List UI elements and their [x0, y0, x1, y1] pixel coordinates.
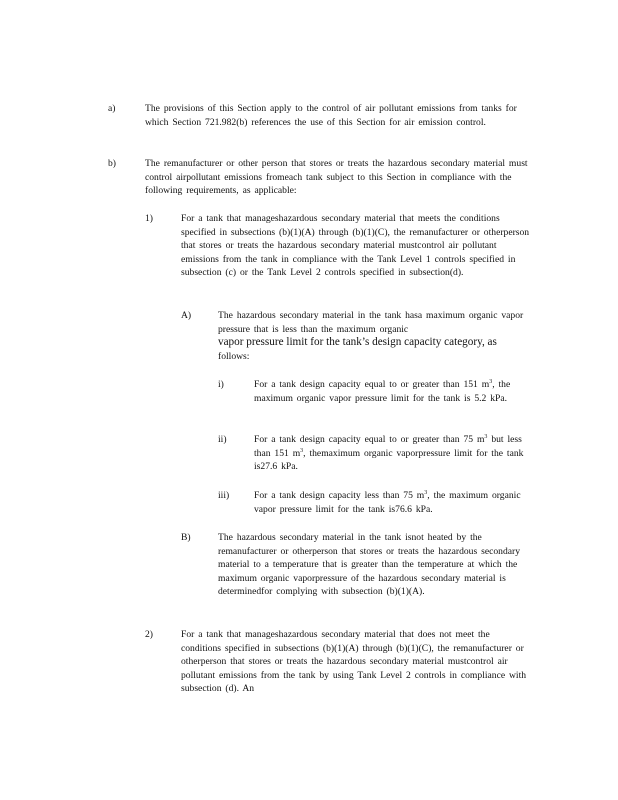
paragraph-b1Ai-text-post: , the maximum organic vapor pressure limit for the tank is 5.2 kPa. — [254, 379, 515, 404]
superscript-3-second: 3 — [300, 447, 304, 454]
paragraph-b1A-label: A) — [181, 310, 192, 321]
paragraph-a-text: The provisions of this Section apply to the control of air pollutant emissions from tanks for which Section 721.982(b) references the use of this Section for air emission control. — [145, 103, 521, 128]
paragraph-b1Aiii-text-pre: For a tank design capacity less than 75 m — [254, 490, 425, 501]
paragraph-b1Aii-text-pre: For a tank design capacity equal to or greater than 75 m — [254, 434, 485, 445]
paragraph-b-text: The remanufacturer or other person that stores or treats the hazardous secondary material must control airpollutant emissions fromeach tank subject to this Section in compliance with the following requirements, as applicable: — [145, 158, 532, 197]
superscript-3: 3 — [424, 490, 428, 496]
paragraph-b1A-text-part3: follows: — [218, 350, 250, 362]
paragraph-b1Aiii-label: iii) — [218, 490, 230, 501]
paragraph-a-label: a) — [108, 103, 116, 114]
paragraph-b1B-label: B) — [181, 532, 191, 543]
paragraph-b1-label: 1) — [145, 213, 153, 224]
paragraph-b1Ai-text-pre: For a tank design capacity equal to or greater than 151 m — [254, 379, 490, 390]
paragraph-b1Aiii-text-post: , the maximum organic vapor pressure limit for the tank is76.6 kPa. — [254, 490, 525, 515]
paragraph-b2-label: 2) — [145, 629, 153, 640]
paragraph-b1A-text — [218, 309, 530, 363]
paragraph-b-label: b) — [108, 158, 116, 169]
paragraph-b1Aii-text-mid: but less than 151 m — [254, 434, 526, 459]
paragraph-b1Ai-label: i) — [218, 379, 224, 390]
paragraph-b1Aii-label: ii) — [218, 434, 227, 445]
paragraph-b1A-text-part2: vapor pressure limit for the tank’s design capacity category, as — [218, 336, 497, 349]
paragraph-b1B-text: The hazardous secondary material in the tank isnot heated by the remanufacturer or otherperson that stores or treats the hazardous secondary material to a temperature that is greater than the temperature at which the maximum organic vaporpressure of the hazardous secondary material is determinedfor complying with subsection (b)(1)(A). — [218, 532, 524, 598]
paragraph-b1Aiii-text — [254, 489, 524, 516]
paragraph-b1-text: For a tank that manageshazardous secondary material that meets the conditions specified in subsections (b)(1)(A) through (b)(1)(C), the remanufacturer or otherperson that stores or treats the hazardous secondary material mustcontrol air pollutant emissions from the tank in compliance with the Tank Level 1 controls specified in subsection (c) or the Tank Level 2 controls specified in subsection(d). — [181, 213, 534, 279]
paragraph-b1Aii-text-post: , themaximum organic vaporpressure limit for the tank is27.6 kPa. — [254, 447, 528, 473]
superscript-3: 3 — [484, 434, 488, 440]
paragraph-b1Ai-text — [254, 378, 532, 405]
paragraph-b1A-text-part1: The hazardous secondary material in the tank hasa maximum organic vapor pressure that is less than the maximum organic — [218, 310, 528, 335]
paragraph-b1Aii-text — [254, 433, 532, 474]
superscript-3: 3 — [489, 379, 493, 385]
paragraph-b2-text: For a tank that manageshazardous secondary material that does not meet the conditions specified in subsections (b)(1)(A) through (b)(1)(C), the remanufacturer or otherperson that stores or treats the hazardous secondary material mustcontrol air pollutant emissions from the tank by using Tank Level 2 controls in compliance with subsection (d). An — [181, 629, 530, 695]
